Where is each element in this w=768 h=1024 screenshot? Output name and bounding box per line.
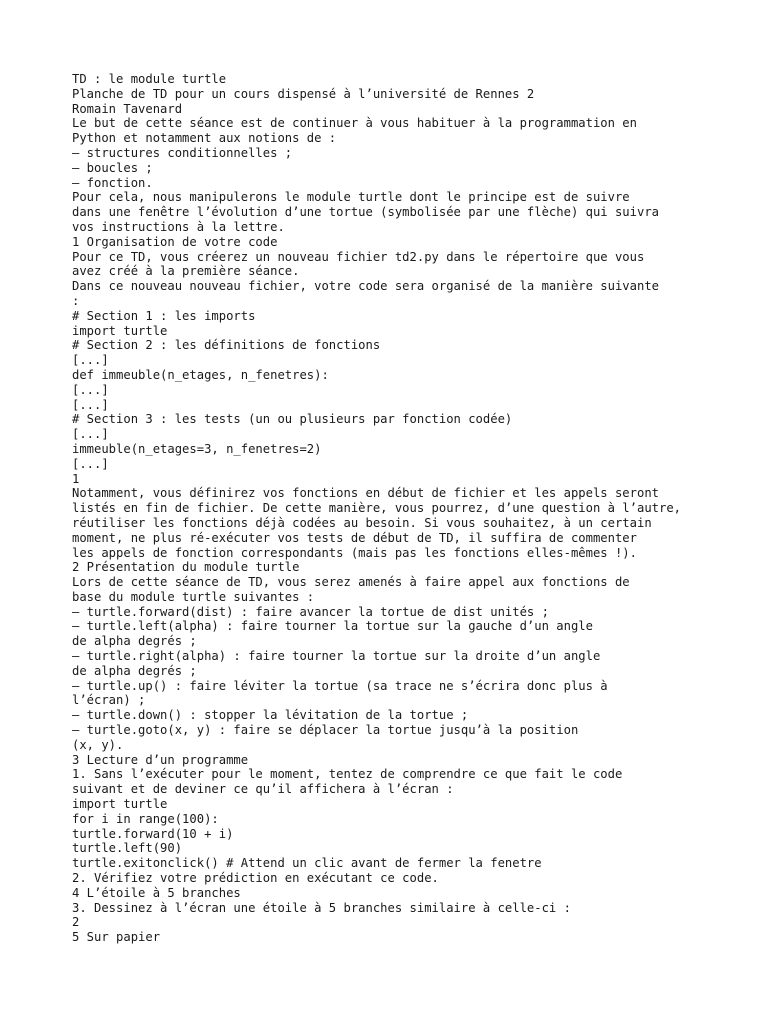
section-text: Pour ce TD, vous créerez un nouveau fichier td2.py dans le répertoire que vous bbox=[72, 249, 645, 264]
code-line: for i in range(100): bbox=[72, 811, 219, 826]
section-text: Notamment, vous définirez vos fonctions en début de fichier et les appels seront bbox=[72, 486, 659, 501]
code-line: [...] bbox=[72, 456, 109, 471]
code-line: turtle.forward(10 + i) bbox=[72, 826, 234, 841]
intro-text: dans une fenêtre l’évolution d’une tortue (symbolisée par une flèche) qui suivra bbox=[72, 205, 659, 220]
code-line: def immeuble(n_etages, n_fenetres): bbox=[72, 367, 329, 382]
intro-list-item: — structures conditionnelles ; bbox=[72, 145, 293, 160]
code-line: turtle.exitonclick() # Attend un clic avant de fermer la fenetre bbox=[72, 856, 542, 871]
section-text: : bbox=[72, 293, 80, 308]
section-text: Lors de cette séance de TD, vous serez amenés à faire appel aux fonctions de bbox=[72, 575, 630, 590]
code-line: # Section 2 : les définitions de fonctions bbox=[72, 338, 381, 353]
function-list-item: (x, y). bbox=[72, 737, 124, 752]
code-line: [...] bbox=[72, 397, 109, 412]
section-text: réutiliser les fonctions déjà codées au besoin. Si vous souhaitez, à un certain bbox=[72, 515, 652, 530]
code-line: [...] bbox=[72, 382, 109, 397]
section-text: les appels de fonction correspondants (mais pas les fonctions elles-mêmes !). bbox=[72, 545, 637, 560]
page-number: 2 bbox=[72, 915, 80, 930]
section-heading: 5 Sur papier bbox=[72, 930, 161, 945]
section-heading: 3 Lecture d’un programme bbox=[72, 752, 249, 767]
intro-text: vos instructions à la lettre. bbox=[72, 219, 285, 234]
code-line: immeuble(n_etages=3, n_fenetres=2) bbox=[72, 441, 322, 456]
section-heading: 2 Présentation du module turtle bbox=[72, 560, 300, 575]
code-line: [...] bbox=[72, 427, 109, 442]
document-title: TD : le module turtle bbox=[72, 72, 227, 86]
exercise-text: 2. Vérifiez votre prédiction en exécutant ce code. bbox=[72, 871, 439, 886]
exercise-text: 1. Sans l’exécuter pour le moment, tentez de comprendre ce que fait le code bbox=[72, 767, 623, 782]
exercise-text: suivant et de deviner ce qu’il affichera à l’écran : bbox=[72, 782, 454, 797]
code-line: turtle.left(90) bbox=[72, 841, 183, 856]
code-line: [...] bbox=[72, 353, 109, 368]
code-line: # Section 1 : les imports bbox=[72, 308, 256, 323]
document-author: Romain Tavenard bbox=[72, 101, 183, 116]
section-text: base du module turtle suivantes : bbox=[72, 589, 315, 604]
function-list-item: l’écran) ; bbox=[72, 693, 146, 708]
function-list-item: de alpha degrés ; bbox=[72, 634, 197, 649]
intro-text: Python et notamment aux notions de : bbox=[72, 131, 337, 146]
code-line: import turtle bbox=[72, 797, 168, 812]
function-list-item: — turtle.right(alpha) : faire tourner la tortue sur la droite d’un angle bbox=[72, 649, 601, 664]
section-text: Dans ce nouveau nouveau fichier, votre code sera organisé de la manière suivante bbox=[72, 279, 659, 294]
function-list-item: — turtle.forward(dist) : faire avancer la tortue de dist unités ; bbox=[72, 604, 549, 619]
section-text: listés en fin de fichier. De cette manière, vous pourrez, d’une question à l’autre, bbox=[72, 501, 682, 516]
function-list-item: — turtle.down() : stopper la lévitation de la tortue ; bbox=[72, 708, 469, 723]
section-heading: 4 L’étoile à 5 branches bbox=[72, 885, 241, 900]
document-page bbox=[72, 72, 712, 945]
exercise-text: 3. Dessinez à l’écran une étoile à 5 branches similaire à celle-ci : bbox=[72, 900, 571, 915]
intro-list-item: — fonction. bbox=[72, 175, 153, 190]
section-text: moment, ne plus ré-exécuter vos tests de début de TD, il suffira de commenter bbox=[72, 530, 637, 545]
function-list-item: — turtle.up() : faire léviter la tortue (sa trace ne s’écrira donc plus à bbox=[72, 678, 608, 693]
section-text: avez créé à la première séance. bbox=[72, 264, 300, 279]
document-subtitle: Planche de TD pour un cours dispensé à l’université de Rennes 2 bbox=[72, 86, 535, 101]
function-list-item: — turtle.left(alpha) : faire tourner la tortue sur la gauche d’un angle bbox=[72, 619, 593, 634]
intro-list-item: — boucles ; bbox=[72, 160, 153, 175]
code-line: # Section 3 : les tests (un ou plusieurs par fonction codée) bbox=[72, 412, 513, 427]
section-heading: 1 Organisation de votre code bbox=[72, 234, 278, 249]
page-number: 1 bbox=[72, 471, 80, 486]
function-list-item: — turtle.goto(x, y) : faire se déplacer la tortue jusqu’à la position bbox=[72, 723, 579, 738]
intro-text: Pour cela, nous manipulerons le module turtle dont le principe est de suivre bbox=[72, 190, 630, 205]
intro-text: Le but de cette séance est de continuer à vous habituer à la programmation en bbox=[72, 116, 637, 131]
code-line: import turtle bbox=[72, 323, 168, 338]
function-list-item: de alpha degrés ; bbox=[72, 663, 197, 678]
